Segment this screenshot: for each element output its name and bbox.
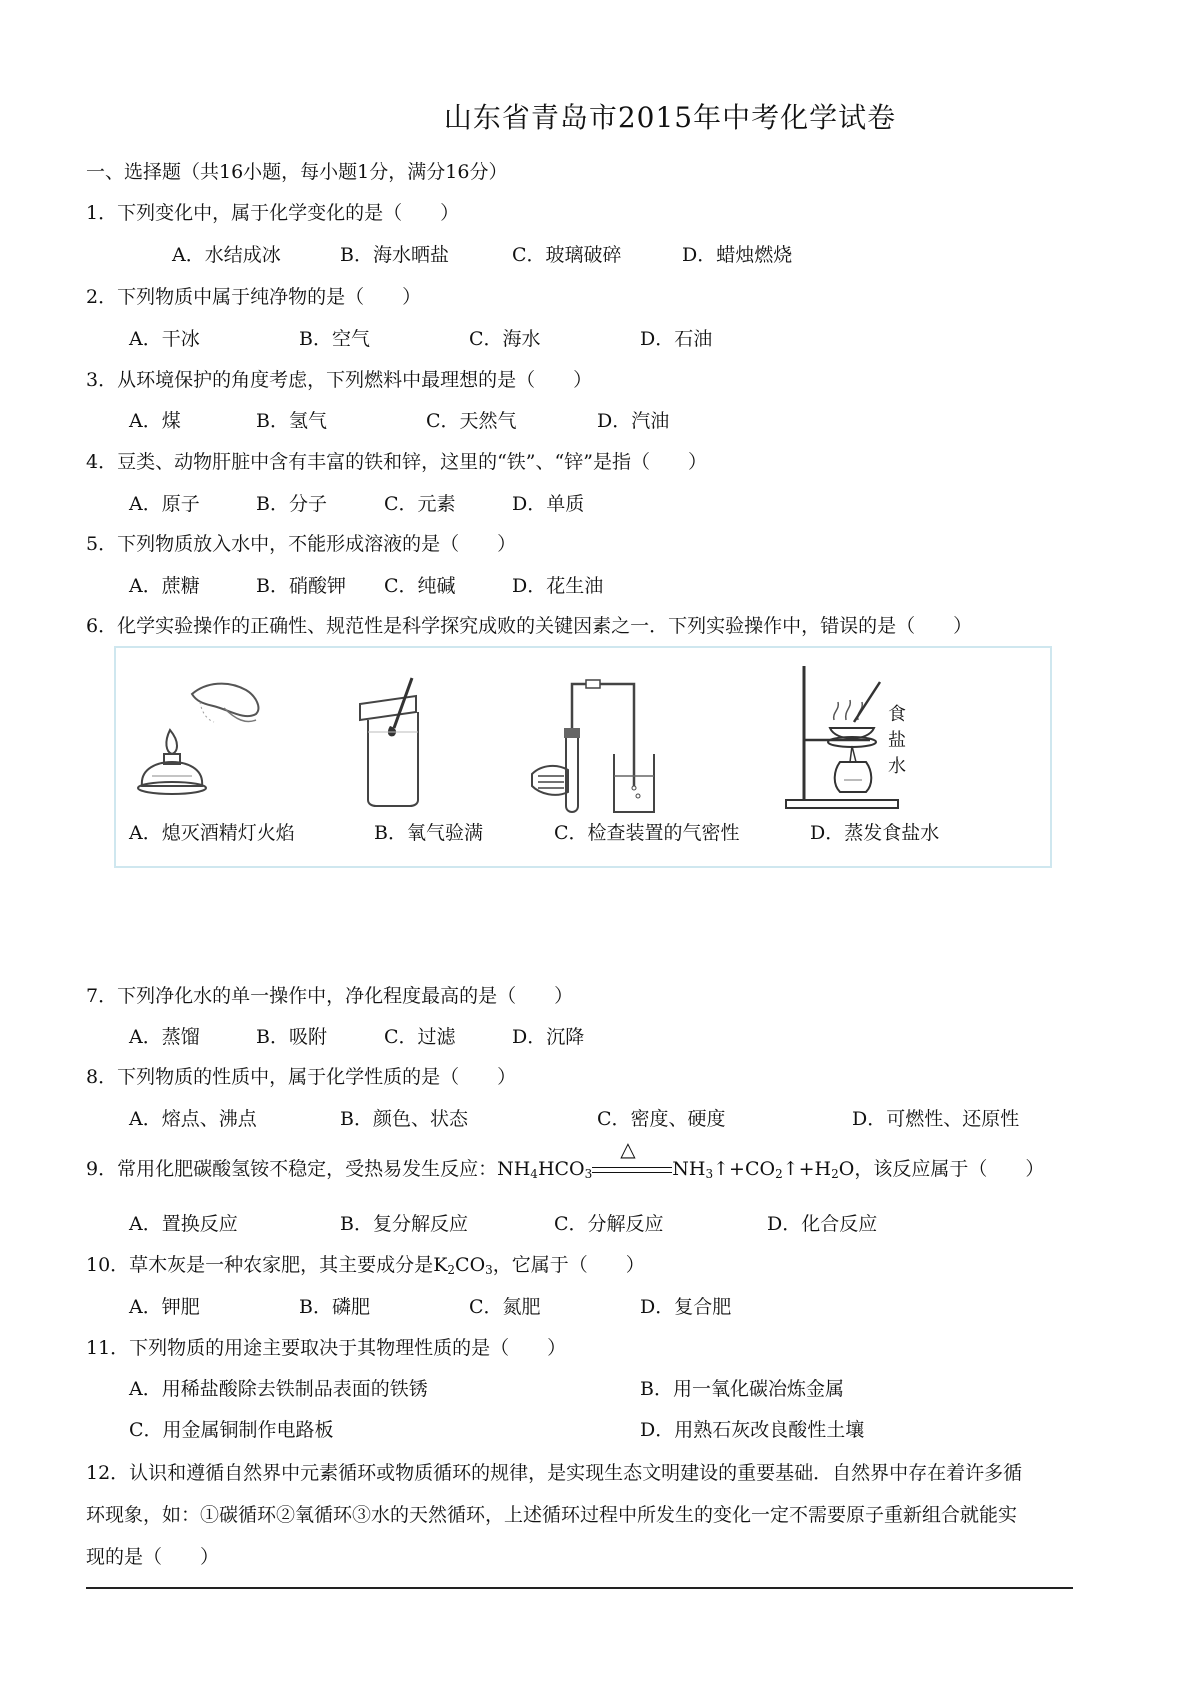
reaction-equals-sign xyxy=(592,1137,672,1177)
question-9-stem xyxy=(86,1137,1045,1181)
question-5-option-b: B．硝酸钾 xyxy=(256,575,346,597)
question-9-option-b: B．复分解反应 xyxy=(340,1213,468,1235)
question-3-option-c: C．天然气 xyxy=(426,410,517,432)
question-1-option-a: A．水结成冰 xyxy=(172,244,281,266)
question-2-option-c: C．海水 xyxy=(469,328,541,350)
question-8-option-b: B．颜色、状态 xyxy=(340,1108,468,1130)
question-9-option-d: D．化合反应 xyxy=(767,1213,878,1235)
question-8-option-c: C．密度、硬度 xyxy=(597,1108,726,1130)
question-4-option-d: D．单质 xyxy=(512,493,585,515)
salt-water-label-char-2: 盐 xyxy=(888,730,906,751)
question-10-formula: $K_2CO_3$ xyxy=(433,1254,493,1277)
question-2-stem: 2．下列物质中属于纯净物的是（ ） xyxy=(86,286,422,308)
question-11-stem: 11．下列物质的用途主要取决于其物理性质的是（ ） xyxy=(86,1337,567,1359)
question-1-stem: 1．下列变化中，属于化学变化的是（ ） xyxy=(86,202,460,224)
question-1-option-b: B．海水晒盐 xyxy=(340,244,449,266)
question-10-stem-suffix: ，它属于（ ） xyxy=(492,1254,645,1276)
question-3-option-a: A．煤 xyxy=(129,410,181,432)
question-9-option-a: A．置换反应 xyxy=(129,1213,238,1235)
question-5-option-a: A．蔗糖 xyxy=(129,575,200,597)
question-6-option-d: D．蒸发食盐水 xyxy=(810,822,940,844)
question-3-option-d: D．汽油 xyxy=(597,410,670,432)
question-10-stem-prefix: 10．草木灰是一种农家肥，其主要成分是 xyxy=(86,1254,434,1276)
question-7-option-c: C．过滤 xyxy=(384,1026,456,1048)
gas-jar-splint-illustration xyxy=(350,672,450,812)
question-6-stem: 6．化学实验操作的正确性、规范性是科学探究成败的关键因素之一．下列实验操作中，错误的是（ ） xyxy=(86,615,973,637)
question-7-option-d: D．沉降 xyxy=(512,1026,585,1048)
question-3-option-b: B．氢气 xyxy=(256,410,327,432)
alcohol-lamp-illustration xyxy=(128,668,268,808)
salt-water-label-char-3: 水 xyxy=(888,756,906,777)
question-10-option-d: D．复合肥 xyxy=(640,1296,732,1318)
question-2-option-d: D．石油 xyxy=(640,328,713,350)
airtightness-check-illustration xyxy=(528,676,658,816)
question-3-stem: 3．从环境保护的角度考虑，下列燃料中最理想的是（ ） xyxy=(86,369,593,391)
question-11-option-d: D．用熟石灰改良酸性土壤 xyxy=(640,1419,865,1441)
question-1-option-c: C．玻璃破碎 xyxy=(512,244,622,266)
footer-divider xyxy=(86,1587,1073,1589)
heat-condition-symbol: △ xyxy=(620,1137,636,1161)
question-9-products: $NH_3↑+CO_2↑+H_2O$ xyxy=(672,1158,855,1181)
question-9-option-c: C．分解反应 xyxy=(554,1213,664,1235)
question-9-stem-prefix: 9．常用化肥碳酸氢铵不稳定，受热易发生反应： xyxy=(86,1158,498,1180)
question-2-option-b: B．空气 xyxy=(299,328,370,350)
question-9-reactant: $NH_4HCO_3$ xyxy=(497,1158,593,1181)
question-4-option-b: B．分子 xyxy=(256,493,327,515)
question-7-option-b: B．吸附 xyxy=(256,1026,327,1048)
question-10-option-a: A．钾肥 xyxy=(129,1296,200,1318)
section-heading: 一、选择题（共16小题，每小题1分，满分16分） xyxy=(86,161,508,183)
salt-water-label-char-1: 食 xyxy=(888,704,906,725)
question-5-option-d: D．花生油 xyxy=(512,575,604,597)
question-10-option-c: C．氮肥 xyxy=(469,1296,541,1318)
question-7-stem: 7．下列净化水的单一操作中，净化程度最高的是（ ） xyxy=(86,985,574,1007)
question-4-option-a: A．原子 xyxy=(129,493,200,515)
question-10-option-b: B．磷肥 xyxy=(299,1296,370,1318)
question-12-line-1: 12．认识和遵循自然界中元素循环或物质循环的规律，是实现生态文明建设的重要基础．自然界中存在着许多循 xyxy=(86,1462,1023,1484)
question-11-option-c: C．用金属铜制作电路板 xyxy=(129,1419,334,1441)
question-11-option-b: B．用一氧化碳冶炼金属 xyxy=(640,1378,844,1400)
question-6-option-c: C．检查装置的气密性 xyxy=(554,822,740,844)
question-12-line-3: 现的是（ ） xyxy=(86,1546,220,1568)
question-11-option-a: A．用稀盐酸除去铁制品表面的铁锈 xyxy=(129,1378,428,1400)
question-4-stem: 4．豆类、动物肝脏中含有丰富的铁和锌，这里的“铁”、“锌”是指（ ） xyxy=(86,451,707,473)
question-8-stem: 8．下列物质的性质中，属于化学性质的是（ ） xyxy=(86,1066,517,1088)
question-10-stem xyxy=(86,1250,645,1277)
question-2-option-a: A．干冰 xyxy=(129,328,200,350)
question-7-option-a: A．蒸馏 xyxy=(129,1026,200,1048)
question-9-stem-suffix: ，该反应属于（ ） xyxy=(854,1158,1045,1180)
question-5-stem: 5．下列物质放入水中，不能形成溶液的是（ ） xyxy=(86,533,517,555)
question-4-option-c: C．元素 xyxy=(384,493,456,515)
question-12-line-2: 环现象，如：①碳循环②氧循环③水的天然循环，上述循环过程中所发生的变化一定不需要原子重新组合就能实 xyxy=(86,1504,1018,1526)
question-8-option-d: D．可燃性、还原性 xyxy=(852,1108,1020,1130)
question-6-option-b: B．氧气验满 xyxy=(374,822,483,844)
question-1-option-d: D．蜡烛燃烧 xyxy=(682,244,793,266)
page-title: 山东省青岛市2015年中考化学试卷 xyxy=(443,101,897,134)
question-5-option-c: C．纯碱 xyxy=(384,575,456,597)
question-6-option-a: A．熄灭酒精灯火焰 xyxy=(129,822,295,844)
question-8-option-a: A．熔点、沸点 xyxy=(129,1108,257,1130)
